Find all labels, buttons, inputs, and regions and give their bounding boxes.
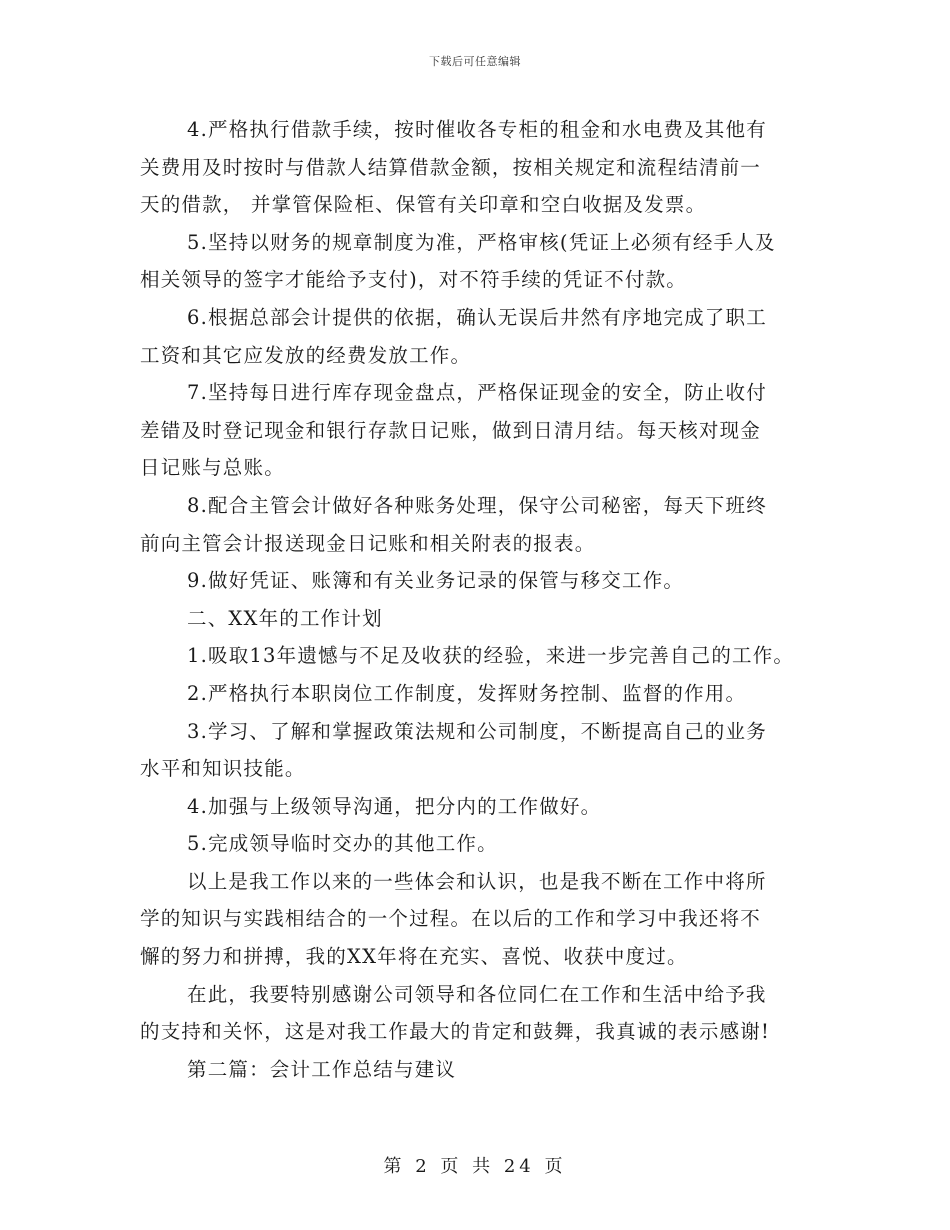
text-line: 二、XX年的工作计划 (187, 606, 383, 630)
text-line: 前向主管会计报送现金日记账和相关附表的报表。 (140, 531, 596, 555)
text-line: 差错及时登记现金和银行存款日记账，做到日清月结。每天核对现金 (140, 418, 762, 442)
text-line: 懈的努力和拼搏，我的XX年将在充实、喜悦、收获中度过。 (140, 945, 688, 969)
text-line: 8.配合主管会计做好各种账务处理，保守公司秘密，每天下班终 (187, 493, 767, 517)
text-line: 在此，我要特别感谢公司领导和各位同仁在工作和生活中给予我 (187, 982, 767, 1006)
text-line: 天的借款， 并掌管保险柜、保管有关印章和空白收据及发票。 (140, 193, 707, 217)
text-line: 工资和其它应发放的经费发放工作。 (140, 343, 472, 367)
text-line: 以上是我工作以来的一些体会和认识，也是我不断在工作中将所 (187, 869, 767, 893)
text-line: 2.严格执行本职岗位工作制度，发挥财务控制、监督的作用。 (187, 681, 747, 705)
text-line: 1.吸取13年遗憾与不足及收获的经验，来进一步完善自己的工作。 (187, 644, 795, 668)
text-line: 第二篇：会计工作总结与建议 (187, 1057, 457, 1081)
text-line: 水平和知识技能。 (140, 757, 306, 781)
document-body (140, 111, 820, 1088)
text-line: 关费用及时按时与借款人结算借款金额，按相关规定和流程结清前一 (140, 155, 762, 179)
text-line: 4.加强与上级领导沟通，把分内的工作做好。 (187, 794, 602, 818)
text-line: 日记账与总账。 (140, 456, 285, 480)
text-line: 3.学习、了解和掌握政策法规和公司制度，不断提高自己的业务 (187, 719, 767, 743)
text-line: 5.坚持以财务的规章制度为准，严格审核(凭证上必须有经手人及 (187, 230, 776, 254)
text-line: 9.做好凭证、账簿和有关业务记录的保管与移交工作。 (187, 569, 685, 593)
page-header: 下载后可任意编辑 (429, 55, 521, 68)
text-line: 7.坚持每日进行库存现金盘点，严格保证现金的安全，防止收付 (187, 381, 767, 405)
text-line: 6.根据总部会计提供的依据，确认无误后井然有序地完成了职工 (187, 305, 767, 329)
text-line: 5.完成领导临时交办的其他工作。 (187, 832, 498, 856)
text-line: 的支持和关怀，这是对我工作最大的肯定和鼓舞，我真诚的表示感谢! (140, 1020, 771, 1044)
text-line: 4.严格执行借款手续，按时催收各专柜的租金和水电费及其他有 (187, 118, 767, 141)
text-line: 学的知识与实践相结合的一个过程。在以后的工作和学习中我还将不 (140, 907, 762, 931)
page-footer: 第 2 页 共 24 页 (383, 1156, 567, 1177)
text-line: 相关领导的签字才能给予支付)，对不符手续的凭证不付款。 (140, 268, 688, 292)
